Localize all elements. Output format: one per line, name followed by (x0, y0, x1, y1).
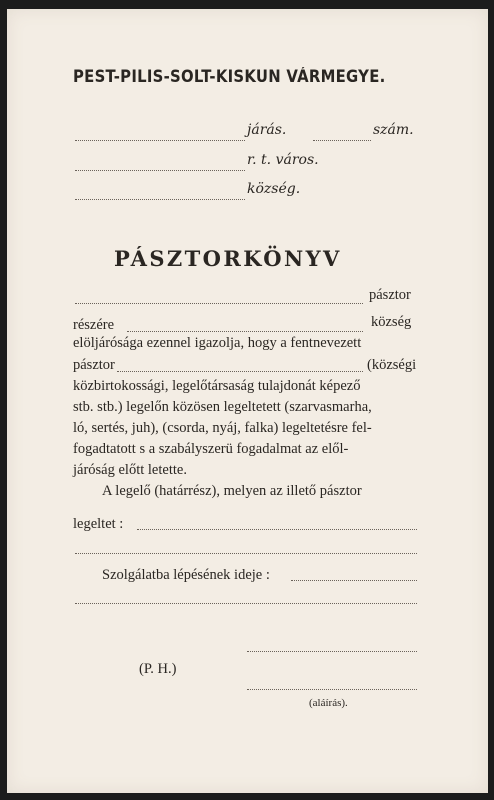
body-line-5: közbirtokossági, legelőtársaság tulajdonát képező (73, 378, 361, 394)
body-line-6: stb. stb.) legelőn közösen legeltetett (szarvasmarha, (73, 399, 372, 415)
kozseg-field[interactable] (75, 199, 245, 200)
signature-line-2[interactable] (247, 689, 417, 690)
body-line-9: járóság előtt letette. (73, 462, 187, 478)
pasztor-label-2: pásztor (73, 357, 115, 373)
kozseg-body-label: község (371, 314, 412, 330)
jaras-field[interactable] (75, 140, 245, 141)
reszere-label: részére (73, 317, 115, 333)
service-start-field-2[interactable] (75, 603, 417, 604)
pasztor-label: pásztor (369, 287, 411, 303)
szam-label: szám. (373, 122, 414, 138)
form-page (7, 9, 488, 793)
kozsegi-label: (községi (367, 357, 417, 373)
legeltet-label: legeltet : (73, 516, 124, 532)
pasture-field-2[interactable] (75, 553, 417, 554)
body-line-10: A legelő (határrész), melyen az illető pásztor (102, 483, 362, 499)
pasture-field[interactable] (137, 529, 417, 530)
signature-line-1[interactable] (247, 651, 417, 652)
service-start-field[interactable] (291, 580, 417, 581)
kozseg-name-field[interactable] (127, 331, 363, 332)
body-line-7: ló, sertés, juh), (csorda, nyáj, falka) legeltetésre fel- (73, 420, 372, 436)
body-line-3: elöljárósága ezennel igazolja, hogy a fentnevezett (73, 335, 362, 351)
body-line-8: fogadtatott s a szabályszerü fogadalmat az elől- (73, 441, 349, 457)
kozseg-label: község. (247, 181, 301, 197)
szam-field[interactable] (313, 140, 371, 141)
jaras-label: járás. (247, 122, 287, 138)
signature-label: (aláírás). (309, 697, 348, 709)
service-start-label: Szolgálatba lépésének ideje : (102, 567, 270, 583)
ph-mark: (P. H.) (139, 661, 177, 677)
varos-label: r. t. város. (247, 152, 319, 168)
shepherd-name-field-2[interactable] (117, 371, 363, 372)
document-title: PÁSZTORKÖNYV (114, 246, 342, 271)
varos-field[interactable] (75, 170, 245, 171)
county-heading: PEST-PILIS-SOLT-KISKUN VÁRMEGYE. (73, 67, 386, 86)
shepherd-name-field[interactable] (75, 303, 363, 304)
